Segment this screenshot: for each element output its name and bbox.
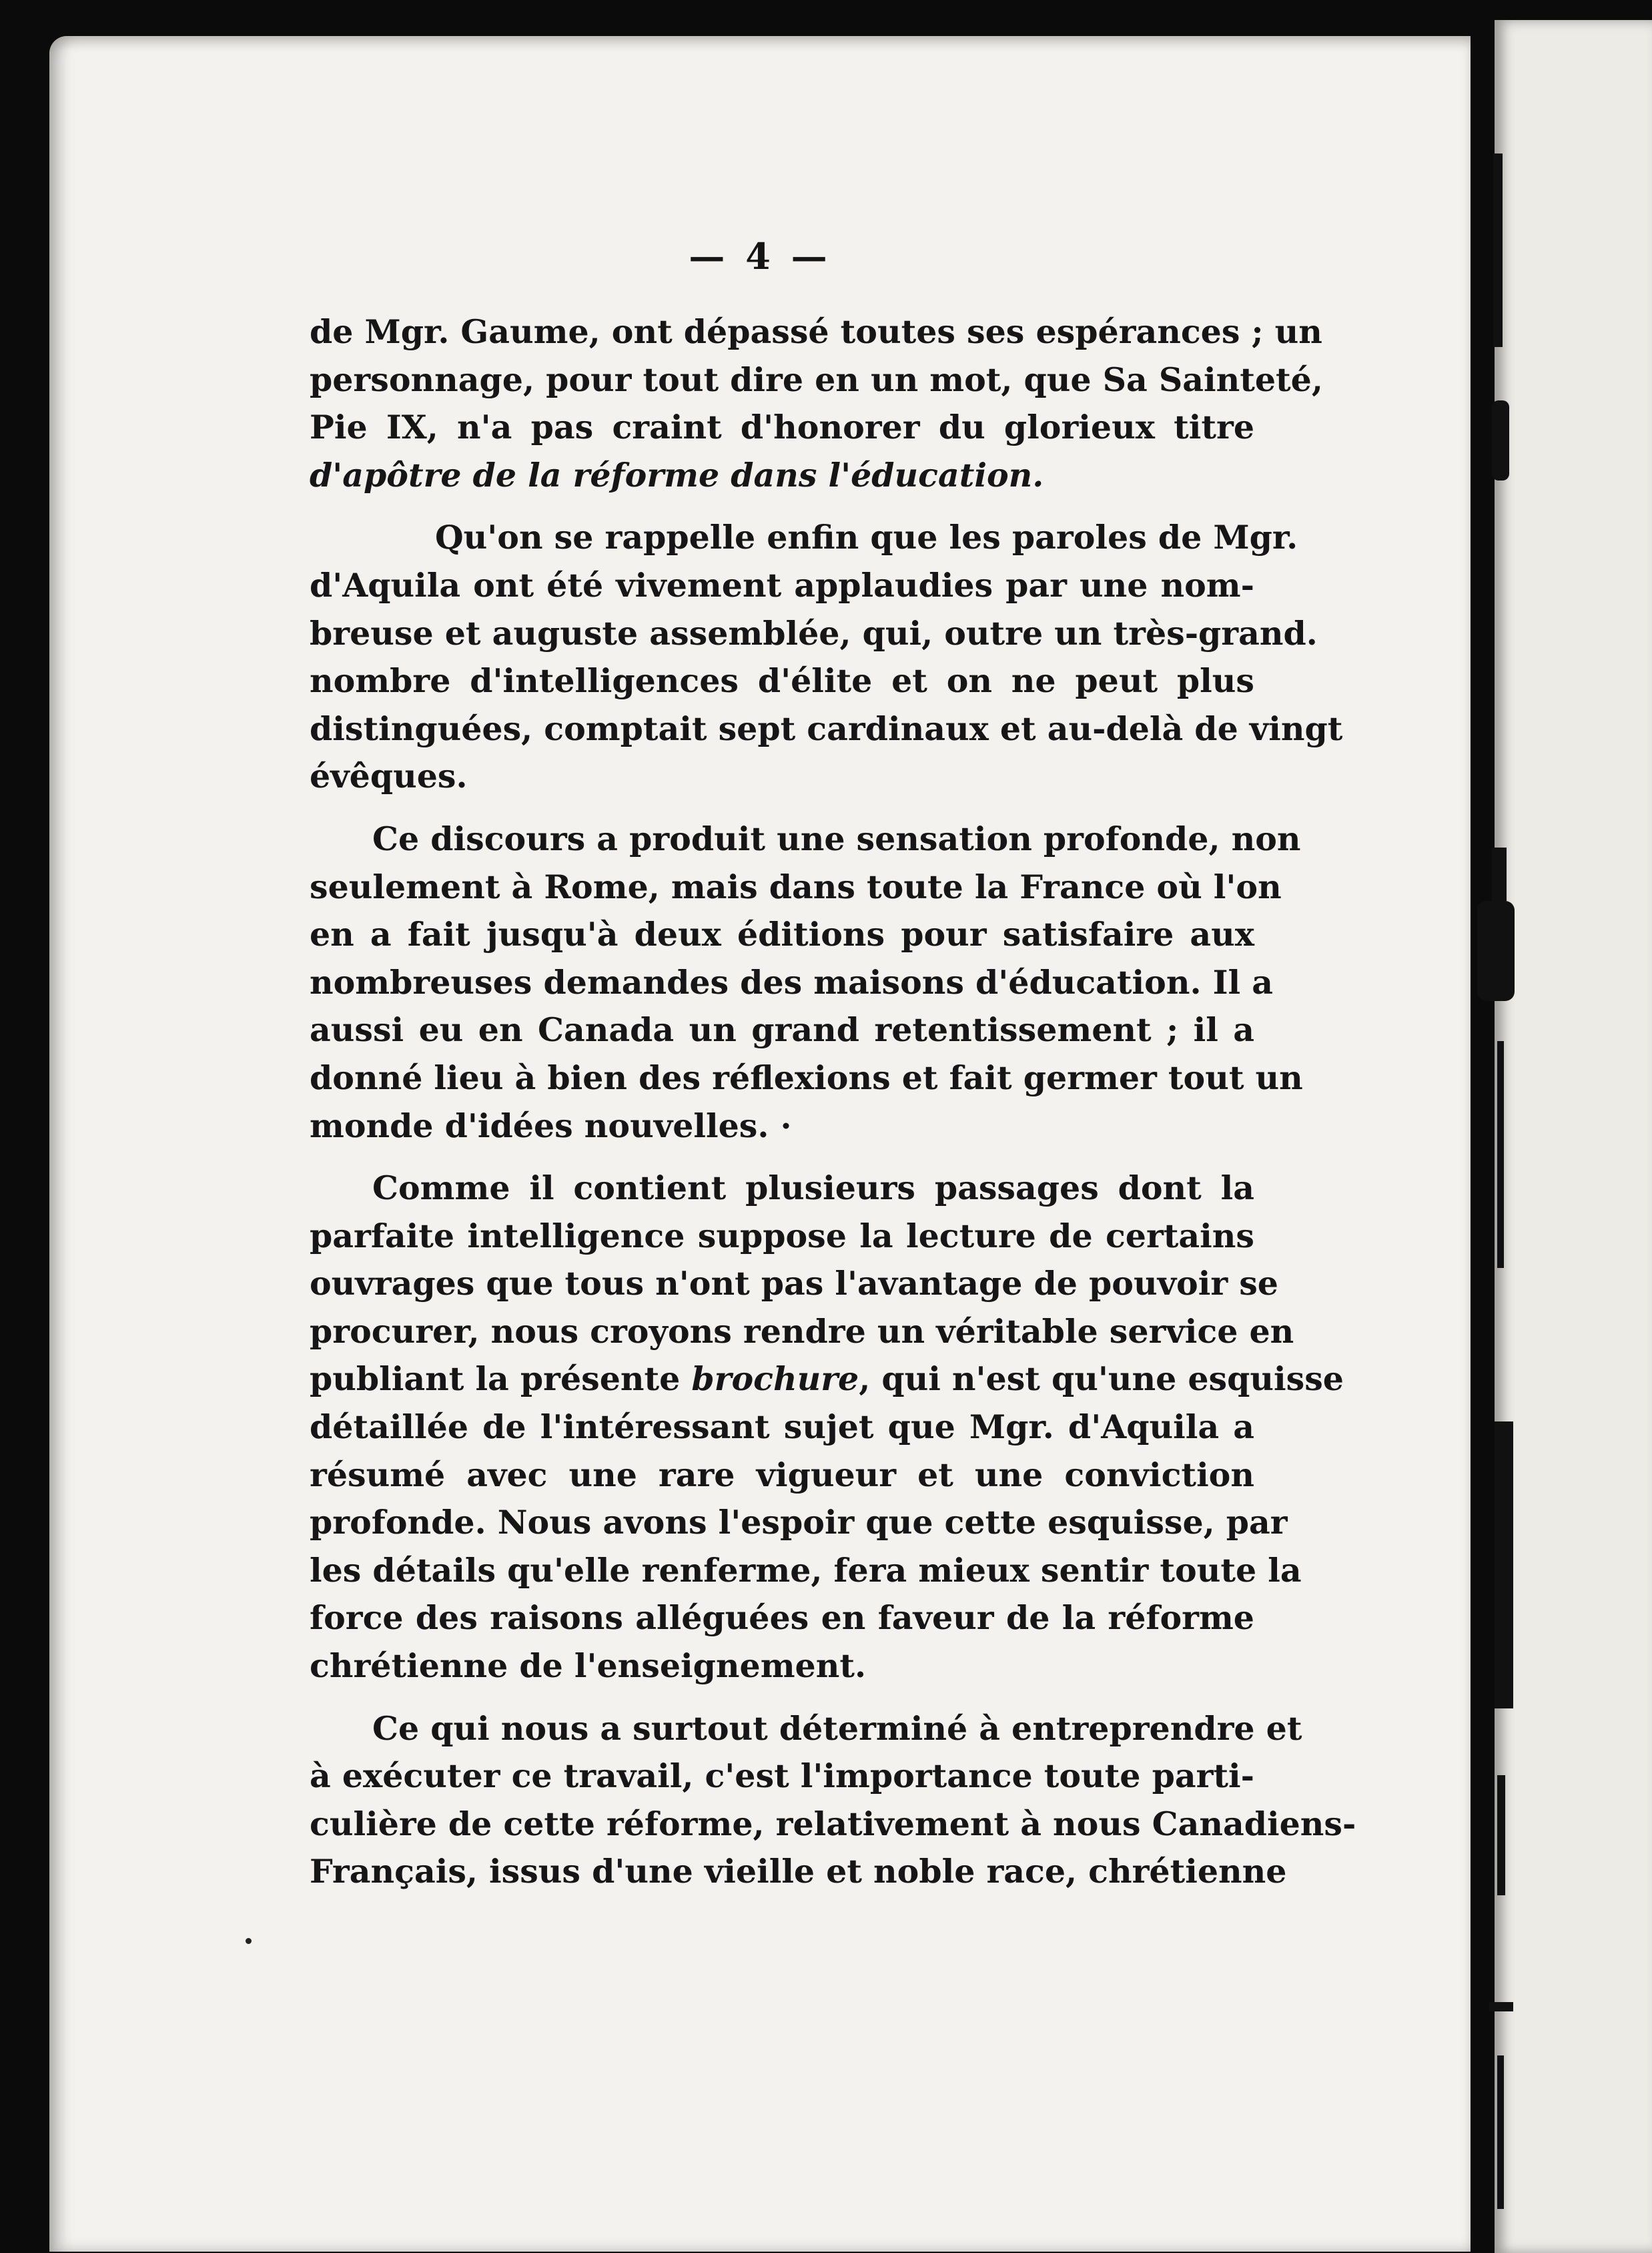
text-line: nombreuses demandes des maisons d'éducation. Il a (310, 962, 1273, 1002)
binding-mark (1492, 848, 1507, 901)
text-line: force des raisons alléguées en faveur de la réforme (310, 1598, 1254, 1638)
text-line: Ce discours a produit une sensation profonde, non (372, 819, 1301, 858)
adjacent-page-edge (1495, 20, 1652, 2253)
text-line: culière de cette réforme, relativement à nous Canadiens- (310, 1804, 1356, 1843)
text-line: résumé avec une rare vigueur et une conviction (310, 1455, 1254, 1494)
text-line: évêques. (310, 757, 468, 796)
paragraph-1 (310, 308, 1323, 499)
text-fragment: publiant la présente (310, 1359, 692, 1399)
text-line: procurer, nous croyons rendre un véritable service en (310, 1311, 1294, 1351)
text-line: profonde. Nous avons l'espoir que cette esquisse, par (310, 1503, 1288, 1542)
text-line: donné lieu à bien des réflexions et fait germer tout un (310, 1058, 1303, 1097)
text-line: personnage, pour tout dire en un mot, que Sa Sainteté, (310, 360, 1323, 399)
text-line: parfaite intelligence suppose la lecture de certains (310, 1216, 1254, 1255)
text-line: Ce qui nous a surtout déterminé à entreprendre et (372, 1708, 1302, 1748)
text-line: détaillée de l'intéressant sujet que Mgr. d'Aquila a (310, 1407, 1254, 1447)
italic-text: d'apôtre de la réforme dans l'éducation. (310, 455, 1044, 495)
paragraph-4 (310, 1165, 1344, 1690)
text-line: monde d'idées nouvelles. · (310, 1106, 792, 1145)
text-line: en a fait jusqu'à deux éditions pour satisfaire aux (310, 915, 1254, 954)
paragraph-3 (310, 816, 1303, 1150)
text-line: Qu'on se rappelle enfin que les paroles de Mgr. (435, 518, 1298, 557)
binding-mark (1495, 1421, 1513, 1708)
text-line: de Mgr. Gaume, ont dépassé toutes ses espérances ; un (310, 312, 1322, 351)
body-text (310, 308, 1356, 1896)
text-line: d'Aquila ont été vivement applaudies par une nom- (310, 565, 1254, 605)
italic-text: brochure (691, 1359, 859, 1399)
text-line: à exécuter ce travail, c'est l'importance toute parti- (310, 1756, 1254, 1796)
text-line: chrétienne de l'enseignement. (310, 1646, 867, 1686)
binding-mark (1489, 2002, 1513, 2011)
binding-mark (1492, 400, 1509, 480)
text-line: seulement à Rome, mais dans toute la France où l'on (310, 867, 1282, 906)
text-line: aussi eu en Canada un grand retentissement ; il a (310, 1010, 1254, 1050)
text-line: Pie IX, n'a pas craint d'honorer du glorieux titre (310, 408, 1254, 447)
text-line: Français, issus d'une vieille et noble race, chrétienne (310, 1852, 1287, 1891)
binding-mark (1497, 1041, 1504, 1268)
binding-mark (1477, 901, 1515, 1001)
text-fragment: , qui n'est qu'une esquisse (859, 1359, 1344, 1399)
italic-line (310, 452, 1254, 500)
text-line: breuse et auguste assemblée, qui, outre un très-grand. (310, 613, 1318, 653)
binding-mark (1493, 153, 1503, 347)
text-line: distinguées, comptait sept cardinaux et au-delà de vingt (310, 709, 1343, 748)
paragraph-5 (310, 1705, 1356, 1896)
text-line: les détails qu'elle renferme, fera mieux sentir toute la (310, 1550, 1302, 1590)
paper-speck (246, 1938, 252, 1944)
text-line: ouvrages que tous n'ont pas l'avantage de pouvoir se (310, 1264, 1278, 1303)
text-line: Comme il contient plusieurs passages dont la (372, 1169, 1254, 1208)
binding-mark (1497, 1775, 1505, 1895)
text-line: nombre d'intelligences d'élite et on ne peut plus (310, 661, 1254, 701)
paragraph-2 (310, 514, 1343, 801)
page-number: — 4 — (689, 235, 831, 278)
text-line-with-italic (310, 1355, 1344, 1403)
binding-mark (1497, 2055, 1504, 2209)
